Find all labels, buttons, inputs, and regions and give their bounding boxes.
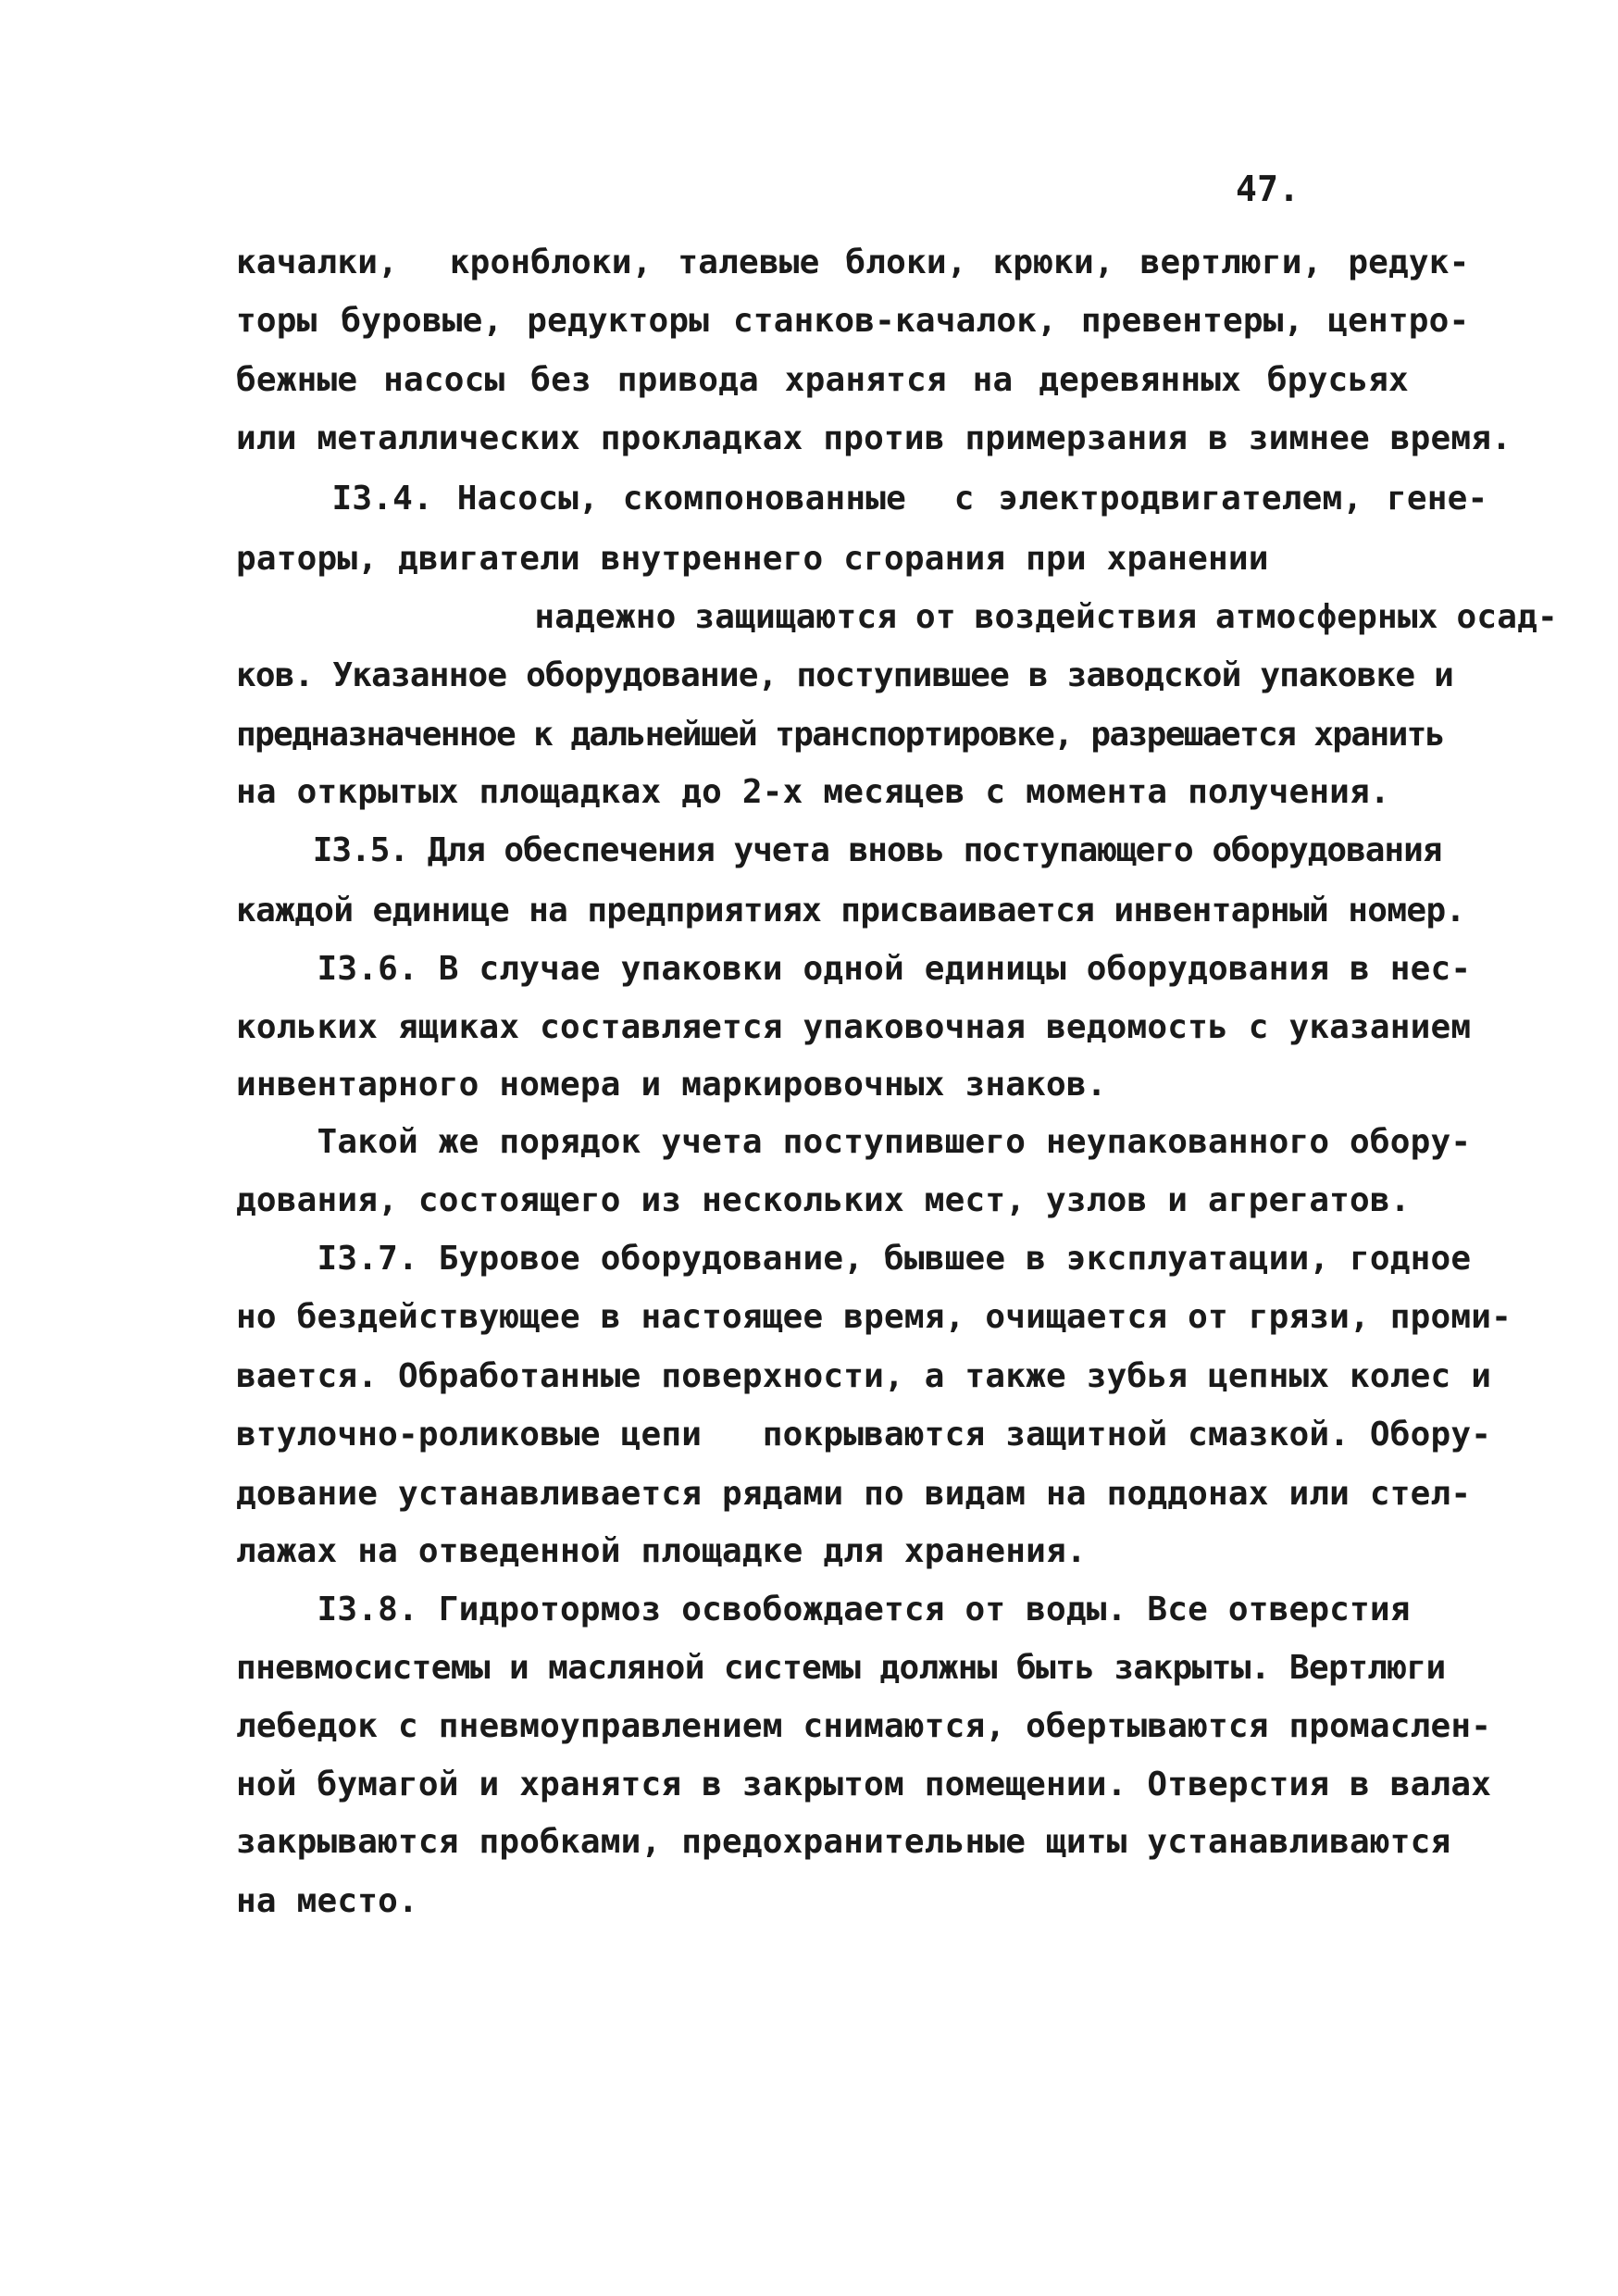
text-line: втулочно-роликовые цепи покрываются защитной смазкой. Обору- xyxy=(236,1416,1492,1454)
text-line: кольких ящиках составляется упаковочная ведомость с указанием xyxy=(236,1008,1472,1046)
text-line: торы буровые, редукторы станков-качалок, превентеры, центро- xyxy=(236,302,1470,340)
text-line: на место. xyxy=(236,1882,418,1920)
text-line: раторы, двигатели внутреннего сгорания при хранении xyxy=(236,540,1269,578)
text-line: каждой единице на предприятиях присваивается инвентарный номер. xyxy=(236,892,1465,930)
text-line: или металлических прокладках против примерзания в зимнее время. xyxy=(236,419,1512,457)
text-line: но бездействующее в настоящее время, очищается от грязи, проми- xyxy=(236,1298,1512,1336)
text-line: дования, состоящего из нескольких мест, узлов и агрегатов. xyxy=(236,1181,1411,1219)
text-line: ков. Указанное оборудование, поступившее в заводской упаковке и xyxy=(236,656,1454,694)
text-line: I3.6. В случае упаковки одной единицы оборудования в нес- xyxy=(236,950,1472,988)
text-line: надежно защищаются от воздействия атмосферных осад- xyxy=(148,598,1558,636)
text-line: дование устанавливается рядами по видам на поддонах или стел- xyxy=(236,1475,1472,1513)
text-line: пневмосистемы и масляной системы должны быть закрыты. Вертлюги xyxy=(236,1649,1446,1687)
text-line: на открытых площадках до 2-х месяцев с момента получения. xyxy=(236,773,1390,811)
text-line: I3.4. Насосы, скомпонованные с электродвигателем, гене- xyxy=(236,480,1488,518)
page-number: 47. xyxy=(1236,168,1301,209)
text-line: предназначенное к дальнейшей транспортировке, разрешается хранить xyxy=(236,716,1444,754)
text-line: качалки, кронблоки, талевые блоки, крюки, вертлюги, редук- xyxy=(236,243,1470,281)
text-line: I3.8. Гидротормоз освобождается от воды. Все отверстия xyxy=(236,1591,1411,1628)
text-line: Такой же порядок учета поступившего неупакованного обору- xyxy=(236,1123,1472,1161)
text-line: инвентарного номера и маркировочных знаков. xyxy=(236,1066,1107,1104)
text-line: лажах на отведенной площадке для хранения. xyxy=(236,1532,1087,1570)
text-line: I3.5. Для обеспечения учета вновь поступающего оборудования xyxy=(236,831,1442,869)
text-line: ной бумагой и хранятся в закрытом помещении. Отверстия в валах xyxy=(236,1766,1492,1803)
text-line: бежные насосы без привода хранятся на деревянных брусьях xyxy=(236,361,1409,399)
text-line: закрываются пробками, предохранительные щиты устанавливаются xyxy=(236,1823,1451,1861)
text-line: вается. Обработанные поверхности, а также зубья цепных колес и xyxy=(236,1357,1492,1395)
text-line: лебедок с пневмоуправлением снимаются, обертываются промаслен- xyxy=(236,1707,1492,1745)
text-line: I3.7. Буровое оборудование, бывшее в эксплуатации, годное xyxy=(236,1240,1472,1278)
